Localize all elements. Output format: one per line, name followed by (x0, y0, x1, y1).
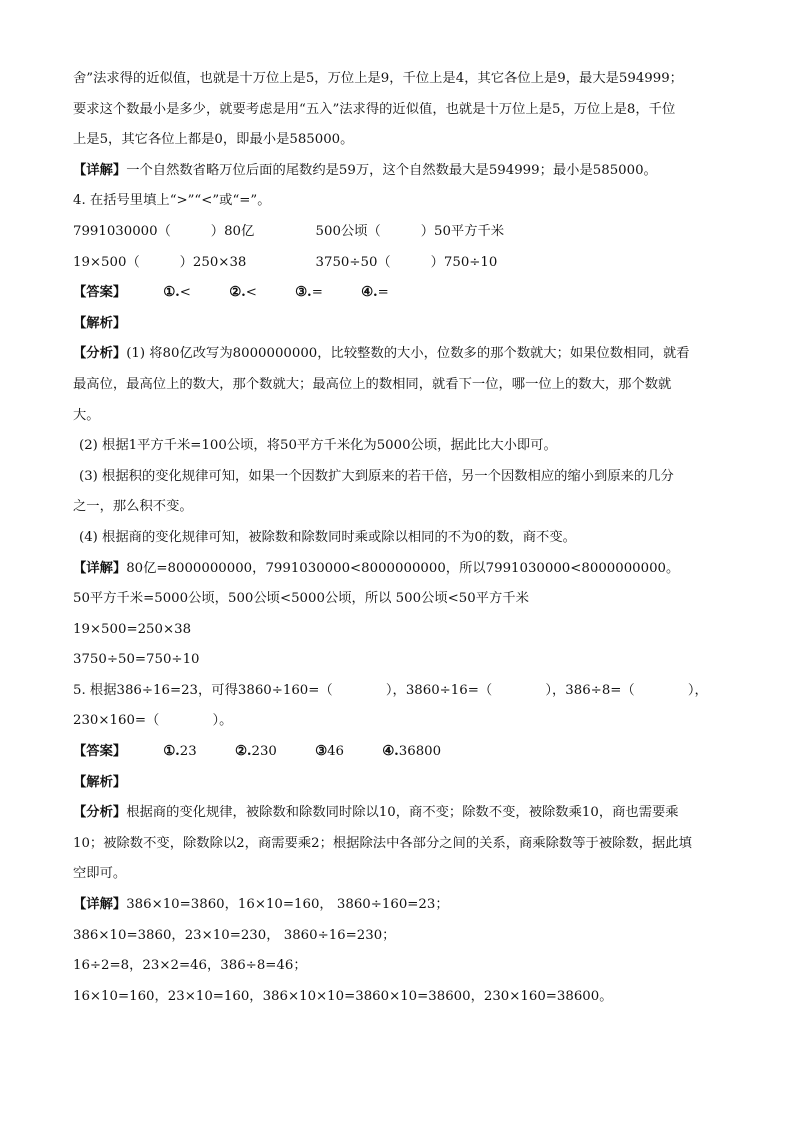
answer-item: ④.= (361, 285, 389, 301)
blank-item: 19×500（ ）250×38 (73, 254, 247, 270)
answer-item: ④.36800 (382, 744, 442, 760)
text-line: 230×160=（ ）。 (73, 713, 233, 729)
analysis-label: 【解析】 (73, 774, 127, 790)
detail-label: 【详解】 (73, 897, 127, 913)
question-4-title: 4. 在括号里填上“>”“<”或“=”。 (73, 193, 271, 209)
detail-text: 一个自然数省略万位后面的尾数约是59万，这个自然数最大是594999；最小是585000。 (126, 162, 657, 178)
analysis-line: 【分析】根据商的变化规律，被除数和除数同时除以10，商不变；除数不变，被除数乘10，商也需要乘 (73, 805, 679, 821)
analysis-sub-label: 【分析】 (73, 805, 127, 821)
analysis-label: 【解析】 (73, 315, 127, 331)
text-line: 舍”法求得的近似值，也就是十万位上是5，万位上是9，千位上是4，其它各位上是9，最大是594999； (73, 71, 683, 86)
answer-label: 【答案】 (73, 744, 127, 760)
text-line: 386×10=3860，23×10=230， 3860÷16=230； (73, 927, 396, 943)
blank-item: 500公顷（ ）50平方千米 (315, 223, 505, 239)
question-5-title: 5. 根据386÷16=23，可得3860÷160=（ ），3860÷16=（ ），386÷8=（ ）， (73, 682, 708, 698)
text-line: 空即可。 (73, 866, 127, 882)
text-line: 最高位，最高位上的数大，那个数就大；最高位上的数相同，就看下一位，哪一位上的数大，那个数就 (73, 376, 672, 392)
answer-item: ③.= (295, 285, 323, 301)
answer-item: ①.< (163, 285, 191, 301)
text-line: 要求这个数最小是多少，就要考虑是用“五入”法求得的近似值，也就是十万位上是5，万位上是8，千位 (73, 101, 676, 117)
text-line: 大。 (73, 407, 100, 423)
text-line: 50平方千米=5000公顷，500公顷<5000公顷，所以 500公顷<50平方千米 (73, 591, 529, 607)
text-line: 10；被除数不变，除数除以2，商需要乘2；根据除法中各部分之间的关系，商乘除数等于被除数，据此填 (73, 835, 692, 851)
blank-item: 3750÷50（ ）750÷10 (315, 254, 498, 270)
answer-item: ①.23 (163, 744, 197, 760)
text-line: 3750÷50=750÷10 (73, 652, 200, 668)
document-page (73, 64, 723, 1012)
detail-label: 【详解】 (73, 162, 127, 178)
answer-line (73, 737, 723, 768)
text-line: 16÷2=8，23×2=46，386÷8=46； (73, 958, 307, 974)
answer-item: ③46 (315, 744, 344, 760)
text-line: 19×500=250×38 (73, 621, 192, 637)
text-line: (2) 根据1平方千米=100公顷，将50平方千米化为5000公顷，据此比大小即可。 (79, 438, 557, 454)
text-line: 上是5，其它各位上都是0，即最小是585000。 (73, 132, 354, 148)
text-line: (4) 根据商的变化规律可知，被除数和除数同时乘或除以相同的不为0的数，商不变。 (79, 529, 576, 545)
detail-line (73, 156, 723, 187)
blank-item: 7991030000（ ）80亿 (73, 223, 255, 239)
text-line: 16×10=160，23×10=160，386×10×10=3860×10=38600，230×160=38600。 (73, 988, 613, 1004)
detail-line: 【详解】386×10=3860，16×10=160， 3860÷160=23； (73, 897, 449, 913)
answer-label: 【答案】 (73, 285, 127, 301)
answer-item: ②.< (229, 285, 257, 301)
question-4-row (73, 217, 723, 248)
question-4-row (73, 248, 723, 279)
text-line: (3) 根据积的变化规律可知，如果一个因数扩大到原来的若干倍，另一个因数相应的缩小到原来的几分 (79, 468, 674, 484)
text-line: 之一，那么积不变。 (73, 499, 193, 515)
detail-label: 【详解】 (73, 560, 127, 576)
analysis-sub-label: 【分析】 (73, 346, 127, 362)
analysis-line: 【分析】(1) 将80亿改写为8000000000，比较整数的大小，位数多的那个数就大；如果位数相同，就看 (73, 346, 690, 362)
detail-line: 【详解】80亿=8000000000，7991030000<8000000000，所以7991030000<8000000000。 (73, 560, 680, 576)
answer-item: ②.230 (234, 744, 277, 760)
answer-line (73, 278, 723, 309)
